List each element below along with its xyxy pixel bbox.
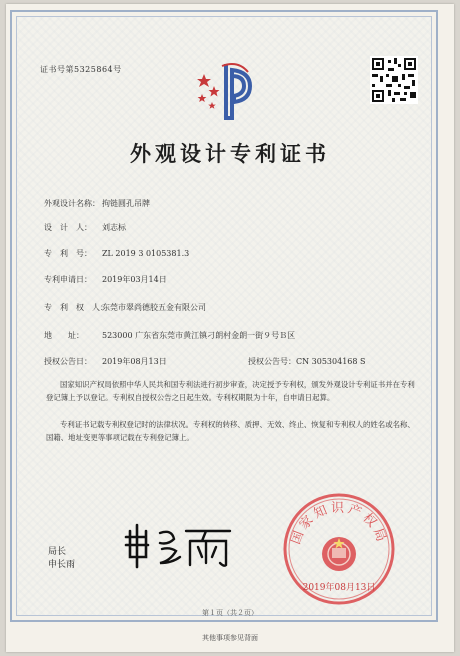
- field-value: ZL 2019 3 0105381.3: [102, 249, 190, 258]
- field-value: 523000 广东省东莞市黄江镇刁朗村金朗一街９号Ｂ区: [102, 331, 296, 340]
- field-value: 东莞市翠尚德胶五金有限公司: [102, 303, 206, 312]
- field-value: 2019年08月13日: [102, 357, 167, 366]
- field-label: 专 利 权 人：: [44, 303, 108, 312]
- statement-paragraph-1: 国家知识产权局依照中华人民共和国专利法进行初步审查，决定授予专利权，颁发外观设计专利证书并在专利登记簿上予以登记。专利权自授权公告之日起生效。专利权期限为十年，自申请日起算。: [46, 380, 415, 402]
- field-label: 外观设计名称：: [44, 199, 100, 208]
- field-application-date: [44, 274, 167, 285]
- field-label: 授权公告日：: [44, 357, 92, 366]
- qr-code-icon: [370, 56, 418, 104]
- field-value: 刘志标: [102, 223, 126, 232]
- field-design-name: [44, 198, 150, 209]
- seal-text: 国家知识产权局: [288, 501, 390, 547]
- certificate-title: 外观设计专利证书: [130, 141, 330, 166]
- field-grant-date: [44, 356, 167, 367]
- field-address: [44, 330, 295, 341]
- official-seal-icon: [280, 490, 398, 608]
- field-value: 2019年03月14日: [102, 275, 167, 284]
- certificate-number: 证书号第5325864号: [40, 65, 122, 74]
- director-name: 申长雨: [48, 560, 76, 570]
- handwritten-signature-icon: [120, 523, 240, 569]
- statement-paragraph-2: 专利证书记载专利权登记时的法律状况。专利权的转移、质押、无效、终止、恢复和专利权人的姓名或名称、国籍、地址变更等事项记载在专利登记簿上。: [46, 420, 415, 442]
- field-label: 专利申请日：: [44, 275, 92, 284]
- field-value: 拘链圆孔吊牌: [102, 199, 150, 208]
- seal-date: 2019年08月13日: [302, 583, 376, 593]
- field-designer: [44, 222, 126, 233]
- field-patentee: [44, 302, 206, 313]
- field-label: 地 址：: [44, 331, 84, 340]
- field-label: 设 计 人：: [44, 223, 92, 232]
- field-label: 专 利 号：: [44, 249, 92, 258]
- field-patent-number: [44, 248, 189, 259]
- page-number: 第１页（共２页）: [202, 609, 258, 617]
- grant-notice-number: 授权公告号：CN 305304168 S: [248, 357, 366, 366]
- footer-note: 其他事项参见背面: [202, 634, 258, 642]
- cnipa-logo-icon: [188, 56, 268, 126]
- director-title: 局长: [48, 547, 67, 557]
